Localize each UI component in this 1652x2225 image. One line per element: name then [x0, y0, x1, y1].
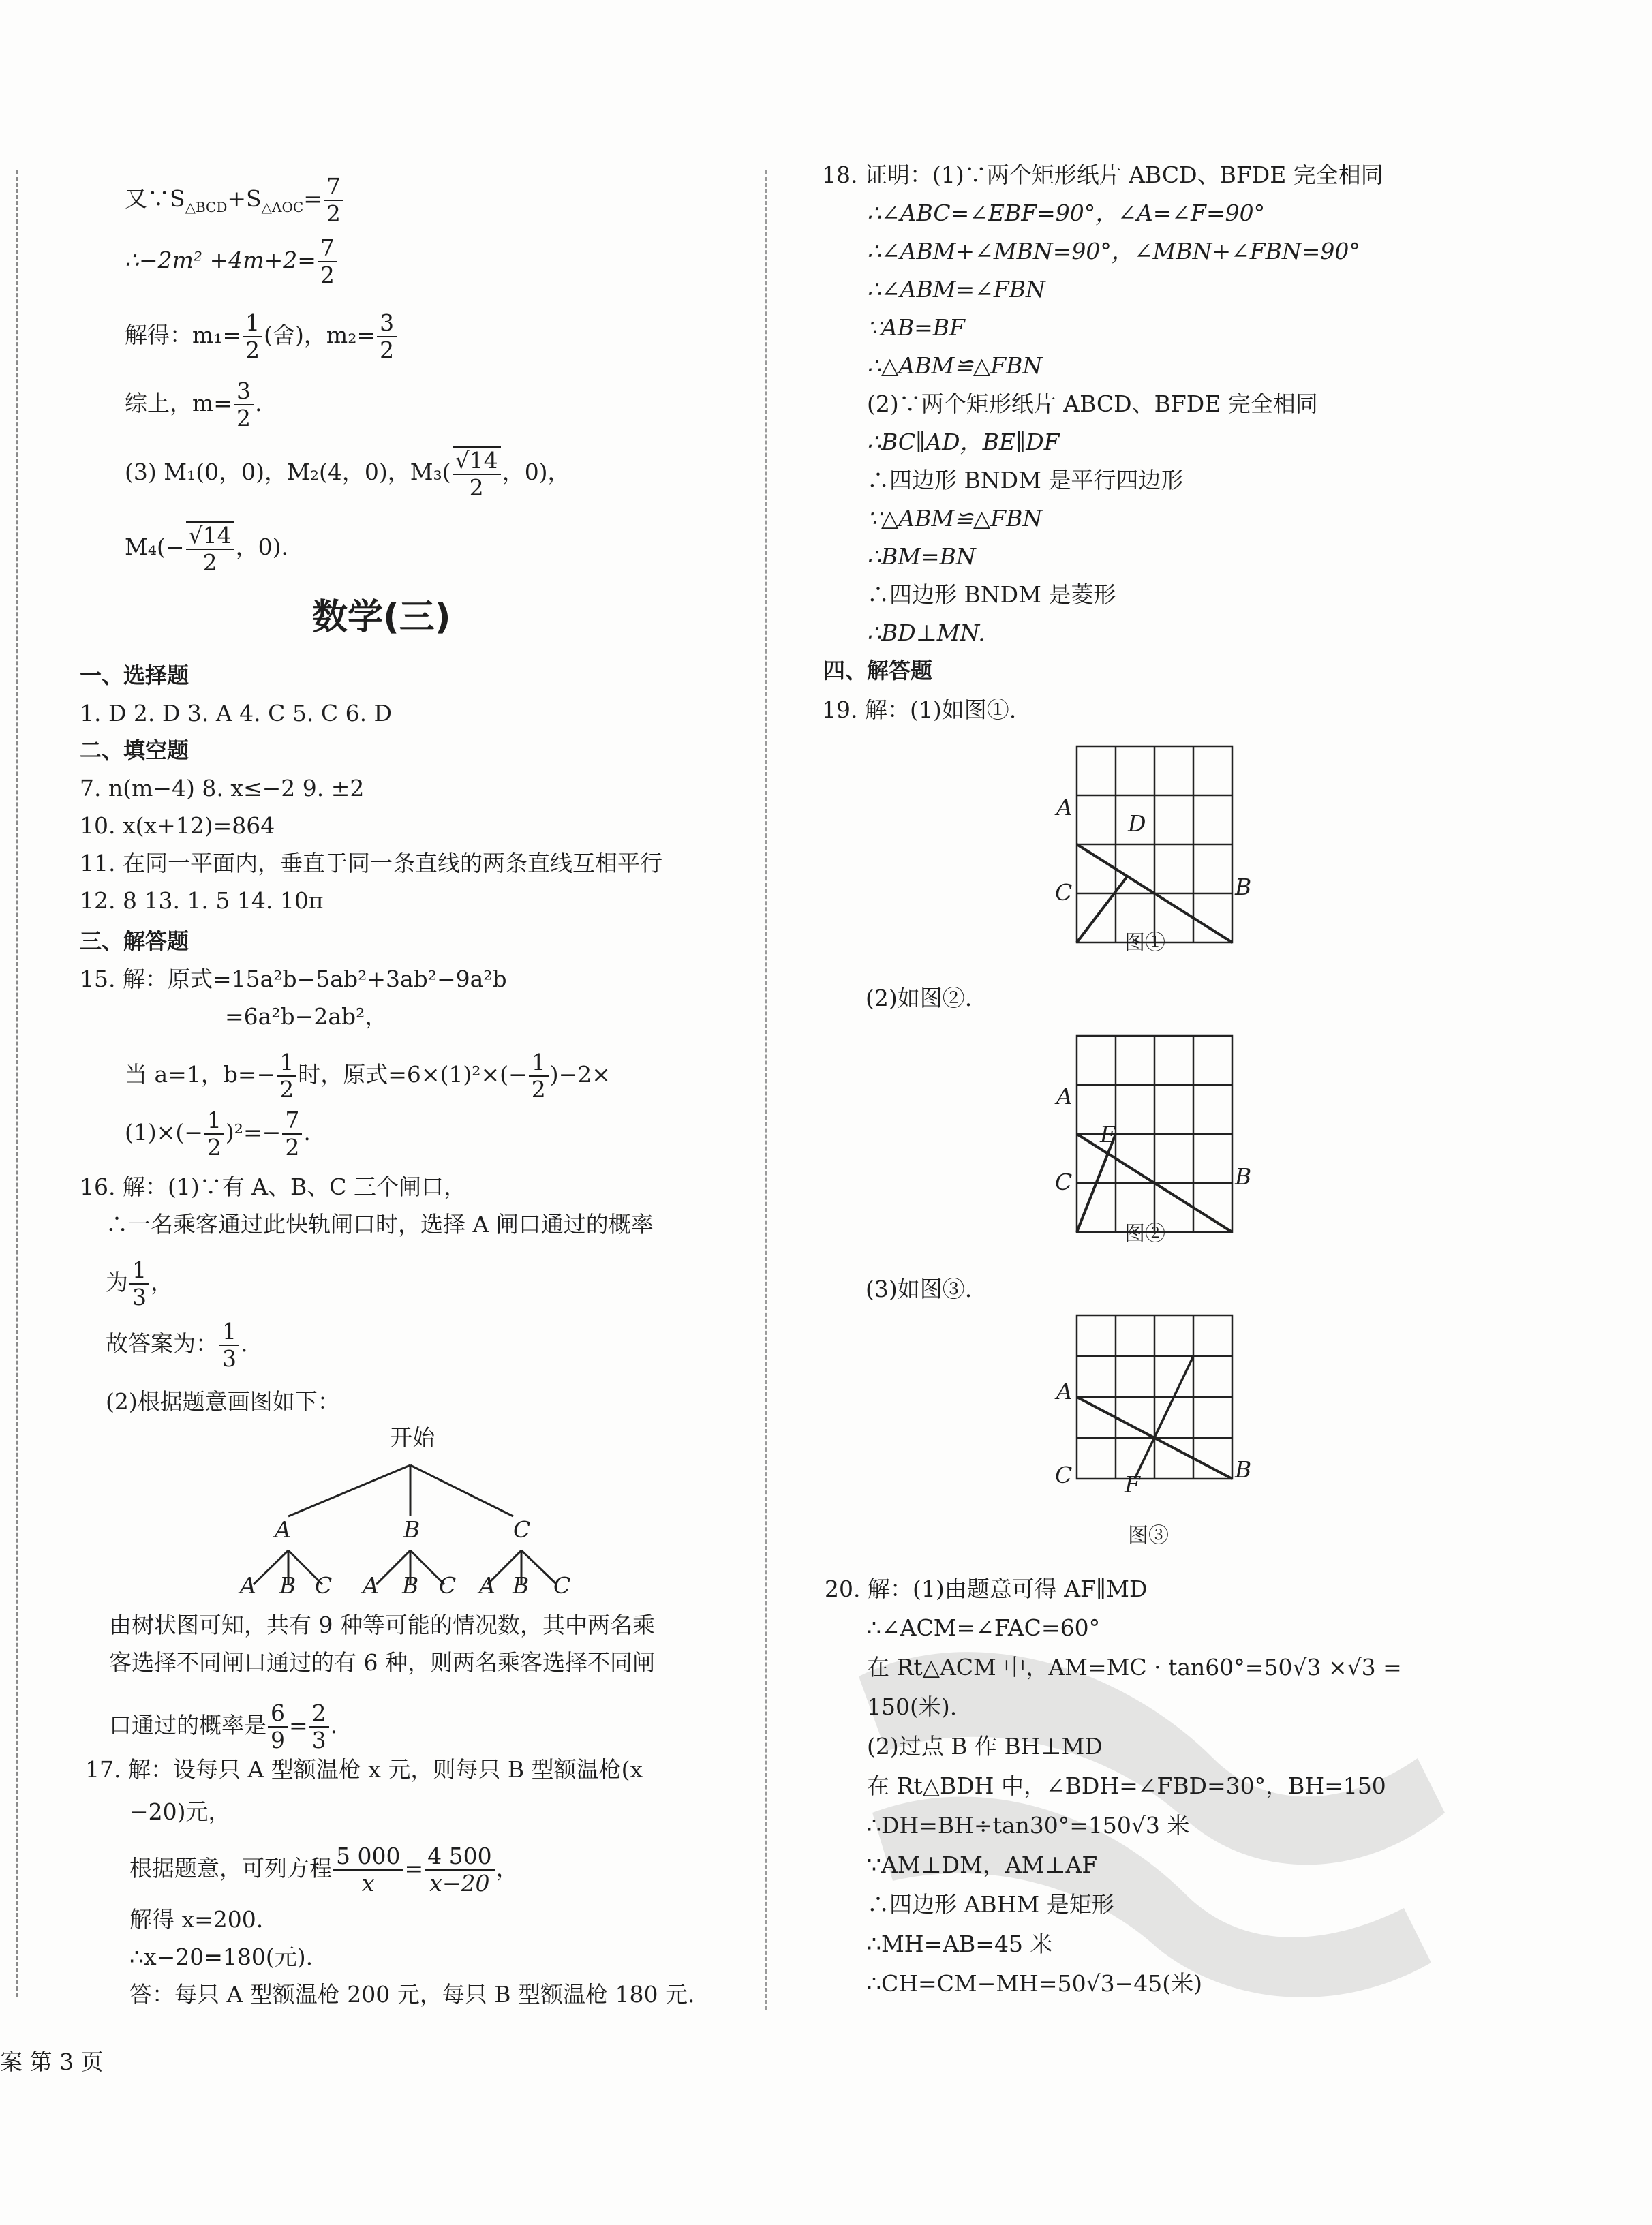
q14-line6: M₄(− $\frac{√14}{2}$ ，0). — [125, 522, 288, 576]
q16-line7: 客选择不同闸口通过的有 6 种，则两名乘客选择不同闸 — [109, 1649, 655, 1676]
q20-line: ∴四边形 ABHM 是矩形 — [867, 1891, 1114, 1918]
q14-line5: (3) M₁(0，0)，M₂(4，0)，M₃( $\frac{√14}{2}$ ，0)， — [125, 447, 570, 501]
q17-line5: ∴x−20=180(元). — [129, 1944, 313, 1970]
q18-line: ∴∠ABM=∠FBN — [867, 276, 1045, 303]
fig1-label-a: A — [1056, 794, 1073, 820]
q18-line: ∴∠ABM+∠MBN=90°，∠MBN+∠FBN=90° — [867, 238, 1360, 264]
q17-line4: 解得 x=200. — [129, 1906, 264, 1933]
tree-leaf: C — [315, 1572, 333, 1599]
grid-figure-3 — [1063, 1302, 1240, 1533]
q18-line: 18. 证明：(1)∵两个矩形纸片 ABCD、BFDE 完全相同 — [822, 162, 1383, 188]
heading-choice: 一、选择题 — [80, 662, 189, 688]
q18-line: ∴四边形 BNDM 是菱形 — [867, 581, 1116, 608]
q18-line: (2)∵两个矩形纸片 ABCD、BFDE 完全相同 — [867, 390, 1318, 417]
tree-node-b: B — [403, 1516, 420, 1543]
q16-line2: ∴一名乘客通过此快轨闸口时，选择 A 闸口通过的概率 — [106, 1211, 654, 1238]
tree-leaf: B — [402, 1572, 419, 1599]
q15-line2: =6a²b−2ab²， — [225, 1003, 388, 1030]
q20-line: ∴DH=BH÷tan30°=150√3 米 — [867, 1812, 1190, 1839]
fig1-caption: 图① — [1125, 931, 1165, 955]
q20-line: ∴∠ACM=∠FAC=60° — [867, 1614, 1101, 1641]
tree-node-c: C — [513, 1516, 531, 1543]
fig3-label-f: F — [1125, 1471, 1140, 1498]
q18-line: ∵AB=BF — [867, 314, 965, 341]
q20-line: (2)过点 B 作 BH⊥MD — [867, 1733, 1103, 1760]
fig2-label-b: B — [1235, 1163, 1252, 1190]
q16-line3: 为 $\frac{1}{3}$ ， — [106, 1257, 173, 1310]
q18-line: ∴∠ABC=∠EBF=90°，∠A=∠F=90° — [867, 200, 1266, 226]
tree-leaf: C — [553, 1572, 571, 1599]
q20-line: ∴CH=CM−MH=50√3−45(米) — [867, 1970, 1202, 1997]
binding-dashed-line — [16, 170, 18, 1997]
tree-node-a: A — [275, 1516, 291, 1543]
tree-leaf: C — [439, 1572, 457, 1599]
q20-line: ∴MH=AB=45 米 — [867, 1931, 1053, 1957]
q15-line1: 15. 解：原式=15a²b−5ab²+3ab²−9a²b — [80, 966, 507, 992]
q19-line2: (2)如图②. — [866, 985, 973, 1011]
q14-line1: 又$\because S_{\triangle BCD}+S_{\triangle AOC}=$ $\frac{7}{2}$ — [125, 174, 345, 227]
fig2-label-a: A — [1056, 1083, 1073, 1109]
q14-line2: ∴−2m² +4m+2= $\frac{7}{2}$ — [125, 235, 339, 288]
q18-line: ∴四边形 BNDM 是平行四边形 — [867, 467, 1184, 493]
q17-line6: 答：每只 A 型额温枪 200 元，每只 B 型额温枪 180 元. — [129, 1981, 695, 2008]
page-section-title: 数学(三) — [312, 597, 451, 638]
tree-leaf: A — [363, 1572, 379, 1599]
fig1-label-d: D — [1128, 810, 1146, 837]
page-footer: 案 第 3 页 — [0, 2048, 104, 2075]
fig2-label-e: E — [1100, 1121, 1117, 1148]
q16-line4: 故答案为： $\frac{1}{3}$ . — [106, 1318, 248, 1372]
fill-answers-1: 7. n(m−4) 8. x≤−2 9. ±2 — [80, 775, 365, 801]
q20-line: 150(米). — [867, 1693, 958, 1720]
fig3-label-c: C — [1055, 1462, 1073, 1488]
heading-fill: 二、填空题 — [80, 737, 189, 763]
q18-line: ∴BC∥AD，BE∥DF — [867, 429, 1060, 455]
tree-leaf: A — [240, 1572, 256, 1599]
q20-line: 在 Rt△BDH 中，∠BDH=∠FBD=30°，BH=150 — [867, 1773, 1386, 1799]
tree-leaf: A — [479, 1572, 495, 1599]
q17-line2: −20)元， — [129, 1798, 231, 1825]
q17-line1: 17. 解：设每只 A 型额温枪 x 元，则每只 B 型额温枪(x — [85, 1756, 643, 1783]
fill-answers-3: 11. 在同一平面内，垂直于同一条直线的两条直线互相平行 — [80, 850, 662, 876]
fig3-caption: 图③ — [1128, 1524, 1169, 1548]
tree-leaf: B — [513, 1572, 530, 1599]
tree-root-label: 开始 — [390, 1424, 435, 1451]
q20-line: 20. 解：(1)由题意可得 AF∥MD — [825, 1576, 1148, 1602]
q15-line3: 当 a=1，b=− $\frac{1}{2}$ 时，原式=6×(1)²×(− $\frac{1}{2}$ )−2× — [125, 1049, 611, 1103]
q14-line4: 综上，m= $\frac{3}{2}$ . — [125, 378, 262, 431]
fig3-label-b: B — [1235, 1456, 1252, 1483]
q19-line3: (3)如图③. — [866, 1276, 973, 1302]
q19-line1: 19. 解：(1)如图①. — [822, 696, 1017, 723]
heading-solve-4: 四、解答题 — [823, 658, 933, 684]
choice-answers: 1. D 2. D 3. A 4. C 5. C 6. D — [80, 700, 393, 726]
q18-line: ∴BM=BN — [867, 543, 976, 570]
q20-line: ∵AM⊥DM，AM⊥AF — [867, 1852, 1098, 1878]
q16-line1: 16. 解：(1)∵有 A、B、C 三个闸口， — [80, 1173, 467, 1200]
fig1-label-c: C — [1055, 879, 1073, 906]
q16-line5: (2)根据题意画图如下： — [106, 1388, 340, 1415]
fig2-caption: 图② — [1125, 1222, 1165, 1246]
q20-line: 在 Rt△ACM 中，AM=MC · tan60°=50√3 ×√3 = — [867, 1654, 1402, 1681]
q14-line3: 解得：m₁= $\frac{1}{2}$ (舍)，m₂= $\frac{3}{2}$ — [125, 310, 398, 363]
fig3-label-a: A — [1056, 1378, 1073, 1405]
q16-line8: 口通过的概率是 $\frac{6}{9}$ = $\frac{2}{3}$ . — [109, 1700, 338, 1753]
q15-line4: (1)×(− $\frac{1}{2}$ )²=− $\frac{7}{2}$ . — [125, 1107, 311, 1161]
tree-leaf: B — [279, 1572, 296, 1599]
q18-line: ∴△ABM≌△FBN — [867, 352, 1043, 379]
fill-answers-4: 12. 8 13. 1. 5 14. 10π — [80, 887, 324, 914]
fig1-label-b: B — [1235, 874, 1252, 900]
fig2-label-c: C — [1055, 1169, 1073, 1195]
q16-line6: 由树状图可知，共有 9 种等可能的情况数，其中两名乘 — [109, 1612, 655, 1638]
column-divider — [765, 170, 767, 2010]
q17-line3: 根据题意，可列方程 $\frac{5 000}{x}$ = $\frac{4 500}{x-20}$ ， — [129, 1843, 519, 1897]
q18-line: ∴BD⊥MN. — [867, 619, 985, 646]
fill-answers-2: 10. x(x+12)=864 — [80, 812, 275, 839]
q18-line: ∵△ABM≌△FBN — [867, 505, 1043, 532]
heading-solve: 三、解答题 — [80, 928, 189, 954]
